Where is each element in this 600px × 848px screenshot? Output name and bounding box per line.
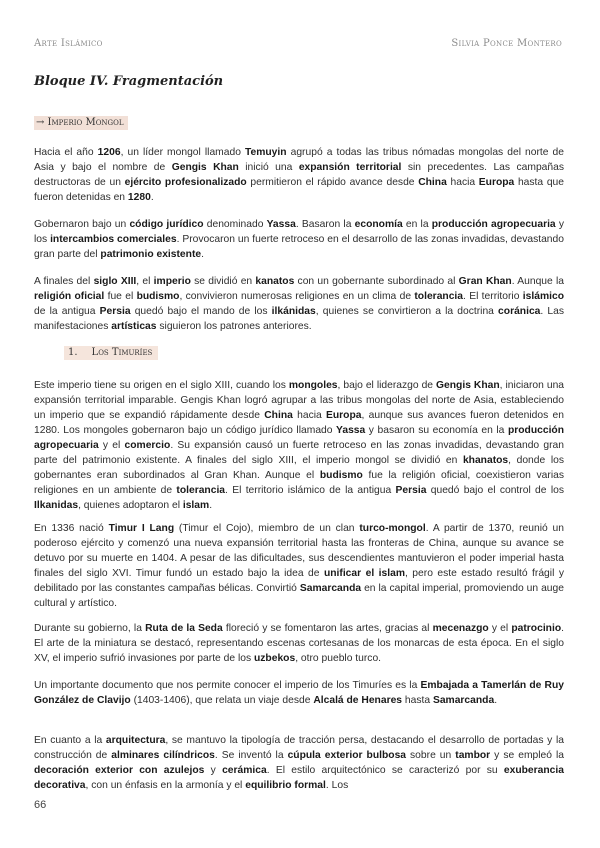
bold-term: Gengis Khan [171,162,239,173]
bold-term: decoración exterior con azulejos [34,765,205,776]
text-run: , iniciaron una expansión territorial imparable. Gengis Khan logró agrupar a las tribus mongolas del norte de Asia, estableciendo un imperio que se expandió rápidamente desde [34,380,565,421]
bold-term: exuberancia decorativa [34,765,564,791]
bold-term: kanatos [255,276,295,287]
bold-term: khanatos [462,455,509,466]
text-run: sobre un [406,750,456,761]
bold-term: turco-mongol [359,523,426,534]
bold-term: tambor [455,750,491,761]
bold-term: producción agropecuaria [431,219,556,230]
bold-term: Ruta de la Seda [145,623,223,634]
bold-term: artísticas [111,321,157,332]
text-run: . El estilo arquitectónico se caracterizó por su [266,765,504,776]
text-run: . Los [325,780,349,791]
text-run: de la antigua [34,306,100,317]
bold-term: cerámica [222,765,267,776]
text-run: , aunque sus avances fueron detenidos en 1280. Los mongoles gobernaron bajo un código jurídico llamado [34,410,564,436]
text-run: sin precedentes. Las campañas destructoras de un [34,162,565,188]
bold-term: Gran Khan [458,276,512,287]
paragraph [34,733,564,793]
text-run: agrupó a todas las tribus nómadas mongolas del norte de Asia y bajo el nombre de [34,147,564,173]
bold-term: mecenazgo [432,623,489,634]
bold-term: Yassa [336,425,366,436]
bold-term: intercambios comerciales [50,234,177,245]
bold-term: coránica [498,306,541,317]
text-run: quedó bajo el mando de los [130,306,272,317]
text-run: . [494,695,498,706]
bold-term: Europa [478,177,515,188]
bold-term: Temuyin [244,147,287,158]
text-run: con un gobernante subordinado al [294,276,459,287]
text-run: y basaron su economía en la [365,425,508,436]
bold-term: Timur I Lang [108,523,175,534]
bold-term: Alcalá de Henares [313,695,403,706]
bold-term: patrimonio existente [100,249,202,260]
subsection-heading [64,346,158,360]
text-run: y se empleó la [490,750,565,761]
bold-term: islam [182,500,210,511]
bold-term: 1280 [127,192,151,203]
text-run: , donde los gobernantes eran subordinados al Gran Khan. Aunque el [34,455,564,481]
text-run: . [150,192,154,203]
text-run: , pero este estado resultó frágil y debilitado por las constantes campañas bélicas. Convirtió [34,568,564,594]
text-run: . Su expansión causó un fuerte retroceso en las zonas invadidas, devastando gran parte del patrimonio existente. A finales del siglo XIII, el imperio mongol se dividió en [34,440,564,466]
bold-term: budismo [319,470,363,481]
subsection-number: 1. [68,347,78,358]
text-run: , otro pueblo turco. [295,653,382,664]
paragraph [34,274,564,334]
text-run: . [209,500,213,511]
bold-term: ilkánidas [271,306,316,317]
bold-term: mongoles [288,380,338,391]
bold-term: China [418,177,447,188]
paragraph [34,678,564,708]
text-run: hasta que fueron detenidas en [34,177,565,203]
text-run: . [201,249,204,260]
bold-term: comercio [124,440,171,451]
text-run: y los [34,219,565,245]
text-run: , quienes adoptaron el [78,500,183,511]
section-heading: → Imperio Mongol [34,116,128,130]
text-run: . El arte de la miniatura se destacó, representando escenas cortesanas de los monarcas de esta época. En el siglo XV, el imperio sufrió invasiones por parte de los [34,623,564,664]
page-number: 66 [34,799,47,811]
text-run: quedó bajo el control de los [426,485,564,496]
paragraph [34,521,564,611]
text-run: permitieron el rápido avance desde [246,177,419,188]
text-run: Un importante documento que nos permite conocer el imperio de los Timuríes es la [34,680,421,691]
bold-term: Gengis Khan [436,380,500,391]
bold-term: Embajada a Tamerlán de Ruy González de Clavijo [34,680,564,706]
paragraph [34,378,564,513]
text-run: Gobernaron bajo un [34,219,130,230]
bold-term: patrocinio [511,623,562,634]
bold-term: tolerancia [176,485,226,496]
bold-term: imperio [153,276,191,287]
bold-term: siglo XIII [93,276,137,287]
text-run: . A partir de 1370, reunió un poderoso ejército y comenzó una nueva expansión territorial hasta las fronteras de China, aunque su avance se detuvo por su muerte en 1404. A pesar de las dificultades, sus descendientes mantuvieron el poder imperial hasta finales del siglo XVI. Timur fundó un estado bajo la idea de [34,523,564,579]
bold-term: Yassa [266,219,296,230]
text-run: , quienes se convirtieron a la doctrina [315,306,499,317]
text-run: hacia [292,410,326,421]
header-author: Silvia Ponce Montero [451,38,562,49]
paragraph [34,217,564,262]
text-run: Durante su gobierno, la [34,623,146,634]
bold-term: 1206 [97,147,121,158]
text-run: Hacia el año [34,147,98,158]
bold-term: arquitectura [105,735,166,746]
paragraph [34,145,564,205]
text-run: denominado [203,219,267,230]
block-title: Bloque IV. Fragmentación [34,74,224,89]
bold-term: unificar el islam [323,568,405,579]
text-run: , el [136,276,154,287]
text-run: A finales del [34,276,94,287]
bold-term: cúpula exterior bulbosa [287,750,407,761]
subsection-title: Los Timuríes [91,347,153,358]
text-run: se dividió en [190,276,256,287]
bold-term: Europa [326,410,362,421]
text-run: hasta [402,695,433,706]
text-run: y [204,765,223,776]
text-run: . Las manifestaciones [34,306,564,332]
bold-term: Samarcanda [299,583,362,594]
text-run: (1403-1406), que relata un viaje desde [130,695,314,706]
text-run: . Aunque la [511,276,565,287]
text-run: fue el [104,291,137,302]
text-run: , con un énfasis en la armonía y el [85,780,246,791]
text-run: . Basaron la [295,219,355,230]
text-run: floreció y se fomentaron las artes, gracias al [222,623,433,634]
paragraph [34,621,564,666]
bold-term: código jurídico [129,219,204,230]
text-run: (Timur el Cojo), miembro de un clan [174,523,360,534]
text-run: , bajo el liderazgo de [337,380,437,391]
text-run: , un líder mongol llamado [120,147,245,158]
header-course-title: Arte Islámico [34,38,103,49]
bold-term: tolerancia [414,291,464,302]
bold-term: equilibrio formal [245,780,326,791]
text-run: . El territorio [463,291,523,302]
bold-term: Samarcanda [432,695,495,706]
text-run: , se mantuvo la tipología de tracción persa, destacando el desarrollo de portadas y la construcción de [34,735,564,761]
bold-term: Persia [99,306,131,317]
bold-term: producción agropecuaria [34,425,565,451]
text-run: hacia [446,177,479,188]
text-run: y el [98,440,125,451]
bold-term: ejército profesionalizado [124,177,247,188]
text-run: En cuanto a la [34,735,106,746]
text-run: . Se inventó la [214,750,288,761]
bold-term: Persia [395,485,427,496]
bold-term: islámico [522,291,564,302]
bold-term: alminares cilíndricos [111,750,215,761]
bold-term: China [264,410,293,421]
text-run: inició una [238,162,299,173]
text-run: . Provocaron un fuerte retroceso en el desarrollo de las zonas invadidas, devastando gran parte del [34,234,564,260]
text-run: fue la religión oficial, coexistieron varias religiones en un ambiente de [34,470,564,496]
text-run: En 1336 nació [34,523,109,534]
text-run: Este imperio tiene su origen en el siglo XIII, cuando los [34,380,289,391]
text-run: y el [488,623,512,634]
bold-term: uzbekos [253,653,296,664]
text-run: . El territorio islámico de la antigua [225,485,396,496]
bold-term: religión oficial [34,291,105,302]
text-run: siguieron los patrones anteriores. [156,321,312,332]
text-run: en la capital imperial, promoviendo un auge cultural y artístico. [34,583,564,609]
text-run: , convivieron numerosas religiones en un clima de [179,291,415,302]
bold-term: budismo [136,291,180,302]
text-run: en la [402,219,432,230]
bold-term: Ilkanidas [34,500,79,511]
bold-term: economía [354,219,403,230]
bold-term: expansión territorial [298,162,402,173]
